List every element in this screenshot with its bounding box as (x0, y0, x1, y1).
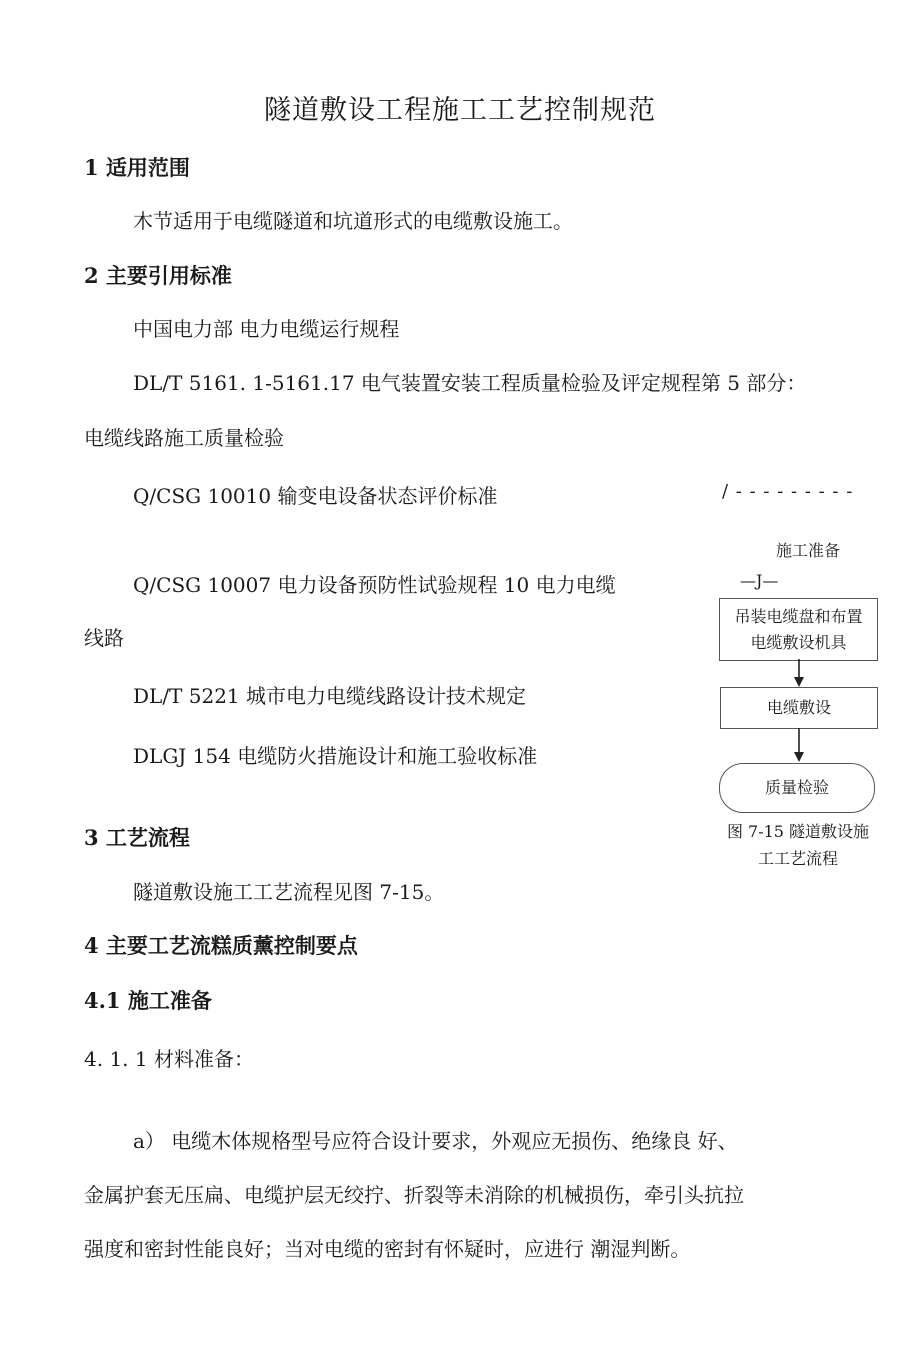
flow-arrow-head-2 (794, 752, 804, 762)
flow-step-hoist-cable-drum (719, 598, 878, 661)
reference-item: Q/CSG 10010 输变电设备状态评价标准 (133, 484, 498, 508)
flow-step-hoist-line1: 吊装电缆盘和布置 (734, 606, 863, 626)
subsection-4-1-1-label: 4. 1. 1 材料准备： (84, 1047, 254, 1071)
flow-arrow-head-1 (794, 677, 804, 687)
subsection-4-1-heading: 4.1 施工准备 (84, 988, 212, 1013)
flow-step-cable-laying-label: 电缆敷设 (766, 698, 831, 717)
section-3-text: 隧道敷设施工工艺流程见图 7-15。 (133, 880, 445, 904)
section-3-heading: 3 工艺流程 (84, 825, 190, 850)
flow-dashed-line: / - - - - - - - - - (722, 481, 854, 502)
paragraph-line: 金属护套无压扁、电缆护层无绞拧、折裂等未消除的机械损伤，牵引头抗拉 (84, 1183, 744, 1207)
flow-prep-label: 施工准备 (776, 541, 841, 560)
reference-item-continued: 线路 (84, 626, 124, 650)
paragraph-line: 强度和密封性能良好；当对电缆的密封有怀疑时，应进行 潮湿判断。 (84, 1237, 691, 1261)
flow-step-quality-inspection (719, 763, 875, 813)
section-1-heading: 1 适用范围 (84, 155, 190, 180)
document-title: 隧道敷设工程施工工艺控制规范 (264, 95, 656, 126)
reference-item: DL/T 5161. 1-5161.17 电气装置安装工程质量检验及评定规程第 5 部分： (133, 371, 807, 395)
figure-caption-line2: 工工艺流程 (757, 849, 838, 868)
reference-item: Q/CSG 10007 电力设备预防性试验规程 10 电力电缆 (133, 573, 616, 597)
figure-caption-line1: 图 7-15 隧道敷设施 (726, 822, 870, 841)
flow-step-hoist-line2: 电缆敷设机具 (750, 632, 847, 652)
flow-arrows (780, 655, 820, 767)
section-1-text: 木节适用于电缆隧道和坑道形式的电缆敷设施工。 (133, 209, 573, 233)
reference-item: DLGJ 154 电缆防火措施设计和施工验收标准 (133, 744, 538, 768)
figure-caption (715, 818, 881, 872)
flow-step-quality-inspection-label: 质量检验 (764, 778, 829, 797)
reference-item: DL/T 5221 城市电力电缆线路设计技术规定 (133, 684, 527, 708)
section-2-heading: 2 主要引用标准 (84, 263, 232, 288)
flow-connector-label: —J— (740, 571, 779, 590)
section-4-heading: 4 主要工艺流糕质薰控制要点 (84, 933, 358, 958)
reference-item: 中国电力部 电力电缆运行规程 (133, 317, 400, 341)
paragraph-line: a） 电缆木体规格型号应符合设计要求，外观应无损伤、绝缘良 好、 (133, 1129, 738, 1153)
reference-item-continued: 电缆线路施工质量检验 (84, 426, 284, 450)
